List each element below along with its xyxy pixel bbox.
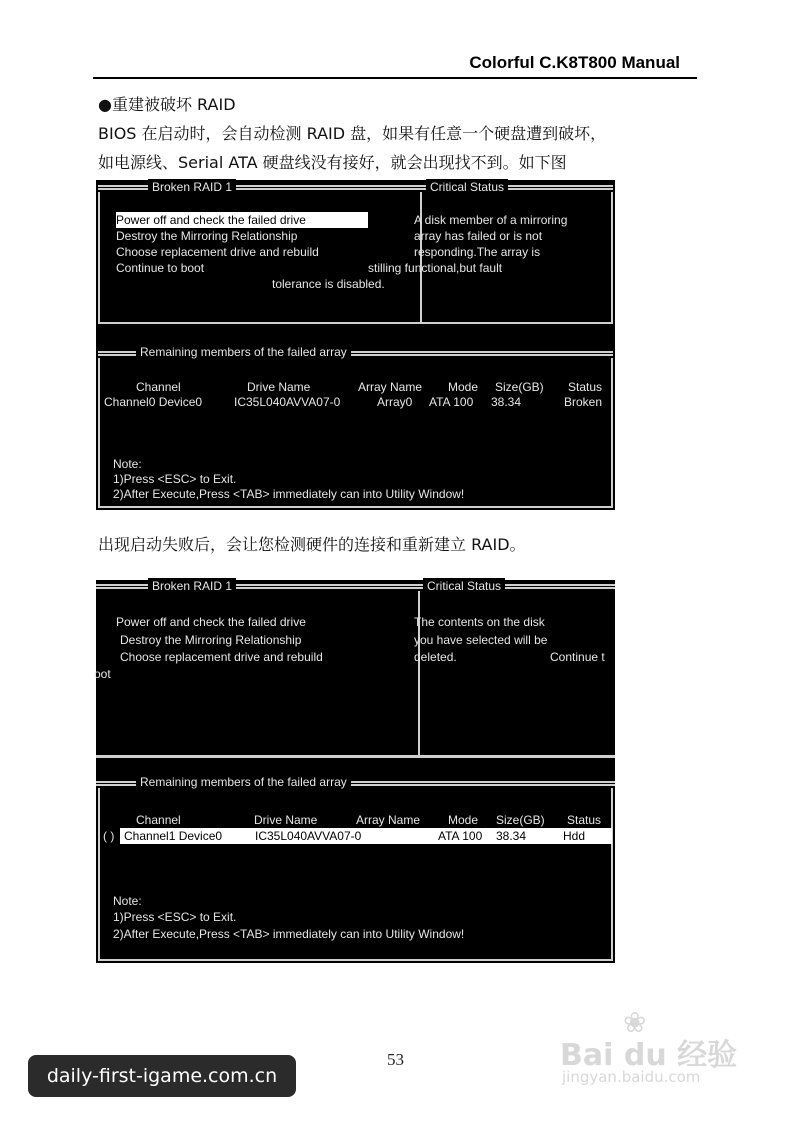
table-row-selected[interactable] <box>120 828 612 844</box>
bullet-icon: ● <box>98 95 112 114</box>
status-line: stilling functional,but fault <box>368 261 503 275</box>
critical-status-label: Critical Status <box>423 578 505 594</box>
column-header-array-name: Array Name <box>356 813 421 827</box>
column-header-mode: Mode <box>448 813 479 827</box>
table-row[interactable] <box>96 394 615 410</box>
column-header-drive-name: Drive Name <box>247 380 311 394</box>
status-line: responding.The array is <box>414 245 541 259</box>
baidu-url-watermark: jingyan.baidu.com <box>562 1068 701 1086</box>
menu-item-destroy-mirroring[interactable]: Destroy the Mirroring Relationship <box>120 633 302 647</box>
header-rule <box>93 77 697 79</box>
cell-status: Hdd <box>563 829 586 843</box>
section-heading-text: 重建被破坏 RAID <box>111 95 236 114</box>
cell-mode: ATA 100 <box>429 395 474 409</box>
bios-screen-1 <box>96 180 615 510</box>
column-header-drive-name: Drive Name <box>254 813 318 827</box>
note-title: Note: <box>113 457 142 471</box>
cell-size: 38.34 <box>491 395 522 409</box>
menu-item-power-off[interactable]: Power off and check the failed drive <box>116 615 306 629</box>
cell-mode: ATA 100 <box>438 829 483 843</box>
menu-item-choose-replacement[interactable]: Choose replacement drive and rebuild <box>116 245 319 259</box>
column-header-status: Status <box>568 380 603 394</box>
cell-channel: Channel1 Device0 <box>124 829 223 843</box>
column-header-size: Size(GB) <box>495 380 544 394</box>
status-line: you have selected will be <box>414 633 548 647</box>
column-header-array-name: Array Name <box>358 380 423 394</box>
note-title: Note: <box>113 894 142 908</box>
cell-status: Broken <box>564 395 603 409</box>
broken-raid-label: Broken RAID 1 <box>148 578 236 594</box>
menu-item-continue-boot[interactable]: oot <box>94 667 111 681</box>
status-line: array has failed or is not <box>414 229 543 243</box>
cell-drive-name: IC35L040AVVA07-0 <box>255 829 362 843</box>
cell-array-name: Array0 <box>377 395 413 409</box>
column-header-size: Size(GB) <box>496 813 545 827</box>
baidu-paw-icon: ❀ <box>623 1006 647 1039</box>
remaining-members-label: Remaining members of the failed array <box>136 344 351 360</box>
baidu-logo-watermark: Bai du 经验 <box>560 1038 738 1073</box>
page-number: 53 <box>387 1050 404 1069</box>
status-line: A disk member of a mirroring <box>414 213 568 227</box>
menu-item-power-off[interactable]: Power off and check the failed drive <box>116 212 368 228</box>
note-tab: 2)After Execute,Press <TAB> immediately can into Utility Window! <box>113 927 465 941</box>
site-watermark-link[interactable]: daily-first-igame.com.cn <box>28 1055 296 1097</box>
cell-drive-name: IC35L040AVVA07-0 <box>234 395 341 409</box>
note-tab: 2)After Execute,Press <TAB> immediately can into Utility Window! <box>113 487 465 501</box>
manual-title: Colorful C.K8T800 Manual <box>469 53 680 72</box>
column-header-status: Status <box>567 813 602 827</box>
paragraph-line-1: BIOS 在启动时，会自动检测 RAID 盘，如果有任意一个硬盘遭到破坏， <box>98 124 607 143</box>
note-esc: 1)Press <ESC> to Exit. <box>113 910 237 924</box>
bios-screen-2 <box>96 580 615 963</box>
column-header-channel: Channel <box>136 380 181 394</box>
menu-item-destroy-mirroring[interactable]: Destroy the Mirroring Relationship <box>116 229 298 243</box>
cell-channel: Channel0 Device0 <box>104 395 203 409</box>
section-heading <box>98 92 236 115</box>
status-line: The contents on the disk <box>414 615 545 629</box>
remaining-members-label: Remaining members of the failed array <box>136 774 351 790</box>
caption-check-hardware: 出现启动失败后，会让您检测硬件的连接和重新建立 RAID。 <box>98 535 526 554</box>
status-line: tolerance is disabled. <box>272 277 385 291</box>
cell-size: 38.34 <box>496 829 527 843</box>
upper-panel-bottom-line <box>96 755 615 758</box>
menu-item-choose-replacement[interactable]: Choose replacement drive and rebuild <box>120 650 323 664</box>
status-line: deleted. <box>414 650 457 664</box>
broken-raid-label: Broken RAID 1 <box>148 179 236 195</box>
paragraph-line-2: 如电源线、Serial ATA 硬盘线没有接好，就会出现找不到。如下图 <box>98 153 567 172</box>
critical-status-label: Critical Status <box>426 179 508 195</box>
menu-item-continue-boot[interactable]: Continue to boot <box>116 261 205 275</box>
note-esc: 1)Press <ESC> to Exit. <box>113 472 237 486</box>
column-header-mode: Mode <box>448 380 479 394</box>
status-line: Continue t <box>550 650 605 664</box>
row-checkbox[interactable]: ( ) <box>103 829 115 843</box>
column-header-channel: Channel <box>136 813 181 827</box>
